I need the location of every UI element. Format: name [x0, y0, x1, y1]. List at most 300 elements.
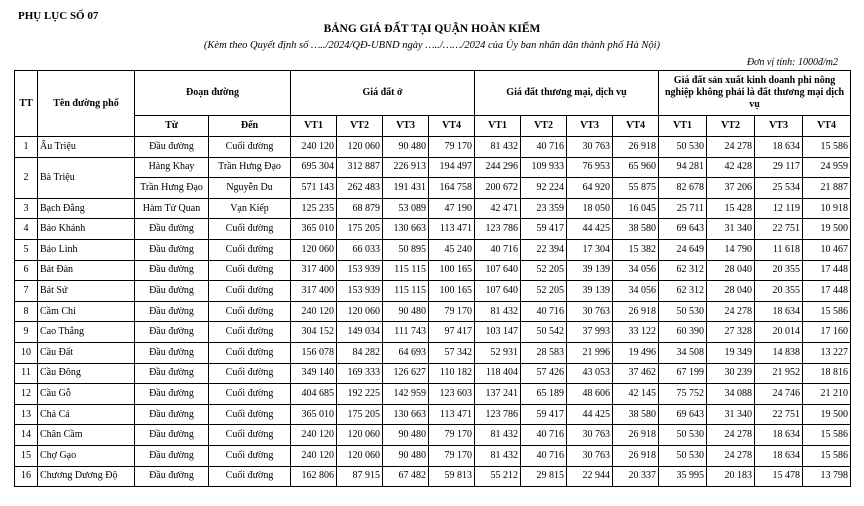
- price-cell: 30 763: [567, 301, 613, 322]
- price-cell: 20 014: [755, 322, 803, 343]
- segment-from: Đầu đường: [135, 384, 209, 405]
- price-cell: 24 278: [707, 301, 755, 322]
- segment-from: Đầu đường: [135, 322, 209, 343]
- price-cell: 22 751: [755, 219, 803, 240]
- segment-from: Trần Hưng Đạo: [135, 178, 209, 199]
- land-price-table: [14, 70, 851, 487]
- street-name: Chợ Gạo: [38, 445, 135, 466]
- row-number: 11: [15, 363, 38, 384]
- segment-from: Đầu đường: [135, 404, 209, 425]
- price-cell: 37 993: [567, 322, 613, 343]
- price-cell: 15 428: [707, 198, 755, 219]
- price-cell: 65 189: [521, 384, 567, 405]
- col-header-from: Từ: [135, 116, 209, 137]
- price-cell: 120 060: [337, 425, 383, 446]
- price-cell: 142 959: [383, 384, 429, 405]
- price-cell: 30 239: [707, 363, 755, 384]
- street-name: Chương Dương Độ: [38, 466, 135, 487]
- price-cell: 50 895: [383, 239, 429, 260]
- row-number: 9: [15, 322, 38, 343]
- row-number: 7: [15, 281, 38, 302]
- price-cell: 317 400: [291, 260, 337, 281]
- street-name: Cầu Đông: [38, 363, 135, 384]
- segment-from: Đầu đường: [135, 239, 209, 260]
- street-name: Bà Triệu: [38, 157, 135, 198]
- segment-to: Cuối đường: [209, 363, 291, 384]
- price-cell: 149 034: [337, 322, 383, 343]
- price-cell: 10 918: [803, 198, 851, 219]
- price-cell: 312 887: [337, 157, 383, 178]
- price-cell: 84 282: [337, 342, 383, 363]
- price-cell: 57 426: [521, 363, 567, 384]
- price-cell: 24 746: [755, 384, 803, 405]
- price-cell: 304 152: [291, 322, 337, 343]
- row-number: 1: [15, 137, 38, 158]
- price-cell: 40 716: [521, 301, 567, 322]
- price-cell: 123 786: [475, 404, 521, 425]
- price-cell: 28 583: [521, 342, 567, 363]
- price-cell: 19 500: [803, 219, 851, 240]
- row-number: 4: [15, 219, 38, 240]
- price-cell: 19 500: [803, 404, 851, 425]
- price-cell: 44 425: [567, 404, 613, 425]
- price-cell: 67 199: [659, 363, 707, 384]
- street-name: Bát Đàn: [38, 260, 135, 281]
- segment-to: Cuối đường: [209, 281, 291, 302]
- col-header-vt4: VT4: [429, 116, 475, 137]
- price-cell: 57 342: [429, 342, 475, 363]
- price-cell: 22 394: [521, 239, 567, 260]
- price-cell: 240 120: [291, 137, 337, 158]
- segment-from: Hàm Tử Quan: [135, 198, 209, 219]
- segment-to: Cuối đường: [209, 404, 291, 425]
- price-cell: 153 939: [337, 281, 383, 302]
- street-name: Bảo Linh: [38, 239, 135, 260]
- price-cell: 24 649: [659, 239, 707, 260]
- price-cell: 30 763: [567, 425, 613, 446]
- price-cell: 30 763: [567, 445, 613, 466]
- price-cell: 123 603: [429, 384, 475, 405]
- price-cell: 130 663: [383, 404, 429, 425]
- col-header-residential: Giá đất ở: [291, 71, 475, 116]
- price-cell: 15 586: [803, 301, 851, 322]
- price-cell: 11 618: [755, 239, 803, 260]
- price-cell: 130 663: [383, 219, 429, 240]
- price-cell: 44 425: [567, 219, 613, 240]
- price-cell: 200 672: [475, 178, 521, 199]
- row-number: 5: [15, 239, 38, 260]
- price-cell: 115 115: [383, 281, 429, 302]
- price-cell: 17 448: [803, 281, 851, 302]
- price-cell: 15 586: [803, 445, 851, 466]
- price-cell: 18 050: [567, 198, 613, 219]
- street-name: Cầu Gỗ: [38, 384, 135, 405]
- price-cell: 18 634: [755, 445, 803, 466]
- price-cell: 35 995: [659, 466, 707, 487]
- price-cell: 107 640: [475, 281, 521, 302]
- street-name: Chân Cầm: [38, 425, 135, 446]
- price-cell: 28 040: [707, 260, 755, 281]
- segment-to: Cuối đường: [209, 322, 291, 343]
- price-cell: 26 918: [613, 301, 659, 322]
- price-cell: 192 225: [337, 384, 383, 405]
- table-row: [15, 157, 851, 178]
- segment-from: Đầu đường: [135, 445, 209, 466]
- price-cell: 75 752: [659, 384, 707, 405]
- price-cell: 19 496: [613, 342, 659, 363]
- price-cell: 79 170: [429, 137, 475, 158]
- price-cell: 24 278: [707, 445, 755, 466]
- price-cell: 21 887: [803, 178, 851, 199]
- price-cell: 15 478: [755, 466, 803, 487]
- price-cell: 26 918: [613, 445, 659, 466]
- col-header-vt2: VT2: [521, 116, 567, 137]
- segment-from: Đầu đường: [135, 466, 209, 487]
- table-row: [15, 342, 851, 363]
- price-cell: 120 060: [337, 137, 383, 158]
- price-cell: 47 190: [429, 198, 475, 219]
- price-cell: 28 040: [707, 281, 755, 302]
- segment-from: Đầu đường: [135, 342, 209, 363]
- segment-to: Nguyễn Du: [209, 178, 291, 199]
- price-cell: 262 483: [337, 178, 383, 199]
- table-row: [15, 363, 851, 384]
- header-row-sub: [15, 116, 851, 137]
- street-name: Bảo Khánh: [38, 219, 135, 240]
- price-cell: 31 340: [707, 219, 755, 240]
- price-cell: 164 758: [429, 178, 475, 199]
- price-cell: 115 115: [383, 260, 429, 281]
- table-body: [15, 137, 851, 487]
- col-header-vt4: VT4: [613, 116, 659, 137]
- segment-from: Đầu đường: [135, 137, 209, 158]
- price-cell: 64 920: [567, 178, 613, 199]
- price-cell: 52 931: [475, 342, 521, 363]
- price-cell: 571 143: [291, 178, 337, 199]
- price-cell: 64 693: [383, 342, 429, 363]
- price-cell: 120 060: [337, 301, 383, 322]
- price-cell: 156 078: [291, 342, 337, 363]
- col-header-vt4: VT4: [803, 116, 851, 137]
- price-cell: 67 482: [383, 466, 429, 487]
- table-row: [15, 178, 851, 199]
- price-cell: 20 337: [613, 466, 659, 487]
- price-cell: 100 165: [429, 260, 475, 281]
- price-cell: 169 333: [337, 363, 383, 384]
- price-cell: 53 089: [383, 198, 429, 219]
- price-cell: 40 716: [521, 137, 567, 158]
- price-cell: 81 432: [475, 445, 521, 466]
- segment-to: Cuối đường: [209, 260, 291, 281]
- col-header-vt3: VT3: [383, 116, 429, 137]
- price-cell: 12 119: [755, 198, 803, 219]
- price-cell: 100 165: [429, 281, 475, 302]
- price-cell: 87 915: [337, 466, 383, 487]
- appendix-label: PHỤ LỤC SỐ 07: [18, 10, 99, 22]
- price-cell: 90 480: [383, 301, 429, 322]
- price-cell: 110 182: [429, 363, 475, 384]
- price-cell: 69 643: [659, 404, 707, 425]
- price-cell: 113 471: [429, 404, 475, 425]
- price-cell: 23 359: [521, 198, 567, 219]
- row-number: 2: [15, 157, 38, 198]
- price-cell: 18 634: [755, 137, 803, 158]
- price-cell: 118 404: [475, 363, 521, 384]
- price-cell: 162 806: [291, 466, 337, 487]
- price-cell: 240 120: [291, 301, 337, 322]
- street-name: Chả Cá: [38, 404, 135, 425]
- price-cell: 66 033: [337, 239, 383, 260]
- price-cell: 59 813: [429, 466, 475, 487]
- price-cell: 18 634: [755, 425, 803, 446]
- segment-from: Đầu đường: [135, 260, 209, 281]
- price-cell: 60 390: [659, 322, 707, 343]
- table-row: [15, 466, 851, 487]
- price-cell: 42 145: [613, 384, 659, 405]
- segment-to: Cuối đường: [209, 137, 291, 158]
- price-cell: 125 235: [291, 198, 337, 219]
- segment-to: Cuối đường: [209, 342, 291, 363]
- row-number: 3: [15, 198, 38, 219]
- segment-to: Vạn Kiếp: [209, 198, 291, 219]
- price-cell: 21 210: [803, 384, 851, 405]
- document-subtitle: (Kèm theo Quyết định số …../2024/QĐ-UBND ngày …../……/2024 của Ủy ban nhân dân thành phố Hà Nội): [203, 40, 661, 51]
- price-cell: 42 471: [475, 198, 521, 219]
- price-cell: 24 959: [803, 157, 851, 178]
- price-cell: 123 786: [475, 219, 521, 240]
- price-cell: 317 400: [291, 281, 337, 302]
- price-cell: 21 996: [567, 342, 613, 363]
- price-cell: 24 278: [707, 425, 755, 446]
- street-name: Cầm Chỉ: [38, 301, 135, 322]
- table-row: [15, 322, 851, 343]
- price-cell: 59 417: [521, 404, 567, 425]
- col-header-nonagri: Giá đất sản xuất kinh doanh phi nông nghiệp không phải là đất thương mại dịch vụ: [659, 71, 851, 116]
- price-cell: 52 205: [521, 260, 567, 281]
- price-cell: 113 471: [429, 219, 475, 240]
- price-cell: 76 953: [567, 157, 613, 178]
- price-cell: 153 939: [337, 260, 383, 281]
- price-cell: 22 751: [755, 404, 803, 425]
- col-header-vt2: VT2: [337, 116, 383, 137]
- segment-to: Cuối đường: [209, 239, 291, 260]
- price-cell: 120 060: [337, 445, 383, 466]
- price-cell: 17 304: [567, 239, 613, 260]
- price-cell: 137 241: [475, 384, 521, 405]
- segment-from: Đầu đường: [135, 425, 209, 446]
- price-cell: 19 349: [707, 342, 755, 363]
- price-cell: 37 462: [613, 363, 659, 384]
- price-cell: 27 328: [707, 322, 755, 343]
- segment-to: Cuối đường: [209, 466, 291, 487]
- segment-to: Cuối đường: [209, 384, 291, 405]
- price-cell: 38 580: [613, 404, 659, 425]
- price-cell: 50 530: [659, 137, 707, 158]
- row-number: 13: [15, 404, 38, 425]
- price-cell: 103 147: [475, 322, 521, 343]
- price-cell: 109 933: [521, 157, 567, 178]
- price-cell: 30 763: [567, 137, 613, 158]
- table-row: [15, 281, 851, 302]
- price-cell: 191 431: [383, 178, 429, 199]
- price-cell: 97 417: [429, 322, 475, 343]
- price-cell: 81 432: [475, 137, 521, 158]
- price-cell: 34 056: [613, 260, 659, 281]
- segment-from: Hàng Khay: [135, 157, 209, 178]
- price-cell: 94 281: [659, 157, 707, 178]
- price-cell: 79 170: [429, 301, 475, 322]
- price-cell: 24 278: [707, 137, 755, 158]
- price-cell: 14 838: [755, 342, 803, 363]
- price-cell: 365 010: [291, 219, 337, 240]
- price-cell: 244 296: [475, 157, 521, 178]
- price-cell: 33 122: [613, 322, 659, 343]
- price-cell: 34 056: [613, 281, 659, 302]
- price-cell: 79 170: [429, 445, 475, 466]
- price-cell: 21 952: [755, 363, 803, 384]
- price-cell: 240 120: [291, 445, 337, 466]
- price-cell: 65 960: [613, 157, 659, 178]
- col-header-to: Đến: [209, 116, 291, 137]
- price-cell: 107 640: [475, 260, 521, 281]
- segment-from: Đầu đường: [135, 301, 209, 322]
- segment-to: Cuối đường: [209, 445, 291, 466]
- price-cell: 50 530: [659, 301, 707, 322]
- price-cell: 50 530: [659, 425, 707, 446]
- price-cell: 29 815: [521, 466, 567, 487]
- price-cell: 15 586: [803, 425, 851, 446]
- price-cell: 92 224: [521, 178, 567, 199]
- price-cell: 175 205: [337, 404, 383, 425]
- price-cell: 16 045: [613, 198, 659, 219]
- price-cell: 34 088: [707, 384, 755, 405]
- price-cell: 365 010: [291, 404, 337, 425]
- unit-label: Đơn vị tính: 1000đ/m2: [746, 57, 838, 68]
- row-number: 8: [15, 301, 38, 322]
- price-cell: 40 716: [521, 445, 567, 466]
- table-row: [15, 445, 851, 466]
- price-cell: 62 312: [659, 260, 707, 281]
- price-cell: 90 480: [383, 137, 429, 158]
- price-cell: 62 312: [659, 281, 707, 302]
- price-cell: 37 206: [707, 178, 755, 199]
- segment-to: Cuối đường: [209, 425, 291, 446]
- segment-from: Đầu đường: [135, 363, 209, 384]
- street-name: Bạch Đằng: [38, 198, 135, 219]
- price-cell: 29 117: [755, 157, 803, 178]
- table-row: [15, 260, 851, 281]
- price-cell: 25 711: [659, 198, 707, 219]
- document-title: BẢNG GIÁ ĐẤT TẠI QUẬN HOÀN KIẾM: [323, 23, 541, 35]
- price-cell: 17 160: [803, 322, 851, 343]
- price-cell: 18 634: [755, 301, 803, 322]
- price-cell: 39 139: [567, 281, 613, 302]
- price-cell: 55 212: [475, 466, 521, 487]
- price-cell: 10 467: [803, 239, 851, 260]
- price-cell: 14 790: [707, 239, 755, 260]
- price-cell: 17 448: [803, 260, 851, 281]
- price-cell: 349 140: [291, 363, 337, 384]
- col-header-vt3: VT3: [567, 116, 613, 137]
- header-row-group: [15, 71, 851, 116]
- price-cell: 111 743: [383, 322, 429, 343]
- price-cell: 194 497: [429, 157, 475, 178]
- price-cell: 50 530: [659, 445, 707, 466]
- price-cell: 40 716: [475, 239, 521, 260]
- col-header-segment: Đoạn đường: [135, 71, 291, 116]
- col-header-commercial: Giá đất thương mại, dịch vụ: [475, 71, 659, 116]
- price-cell: 42 428: [707, 157, 755, 178]
- price-cell: 81 432: [475, 301, 521, 322]
- table-row: [15, 137, 851, 158]
- price-cell: 82 678: [659, 178, 707, 199]
- row-number: 14: [15, 425, 38, 446]
- price-cell: 48 606: [567, 384, 613, 405]
- price-cell: 404 685: [291, 384, 337, 405]
- col-header-street: Tên đường phố: [38, 71, 135, 137]
- row-number: 6: [15, 260, 38, 281]
- row-number: 12: [15, 384, 38, 405]
- price-cell: 26 918: [613, 425, 659, 446]
- price-cell: 25 534: [755, 178, 803, 199]
- price-cell: 31 340: [707, 404, 755, 425]
- price-cell: 90 480: [383, 425, 429, 446]
- price-cell: 175 205: [337, 219, 383, 240]
- price-cell: 34 508: [659, 342, 707, 363]
- table-row: [15, 384, 851, 405]
- table-row: [15, 239, 851, 260]
- segment-to: Cuối đường: [209, 219, 291, 240]
- table-row: [15, 301, 851, 322]
- row-number: 16: [15, 466, 38, 487]
- price-cell: 68 879: [337, 198, 383, 219]
- table-row: [15, 425, 851, 446]
- price-cell: 81 432: [475, 425, 521, 446]
- street-name: Cao Thắng: [38, 322, 135, 343]
- segment-to: Cuối đường: [209, 301, 291, 322]
- col-header-vt1: VT1: [659, 116, 707, 137]
- price-cell: 20 355: [755, 281, 803, 302]
- price-cell: 79 170: [429, 425, 475, 446]
- price-cell: 15 382: [613, 239, 659, 260]
- price-cell: 13 798: [803, 466, 851, 487]
- table-row: [15, 198, 851, 219]
- price-cell: 15 586: [803, 137, 851, 158]
- price-cell: 226 913: [383, 157, 429, 178]
- col-header-vt2: VT2: [707, 116, 755, 137]
- price-cell: 20 183: [707, 466, 755, 487]
- price-cell: 40 716: [521, 425, 567, 446]
- segment-from: Đầu đường: [135, 281, 209, 302]
- price-cell: 695 304: [291, 157, 337, 178]
- price-cell: 45 240: [429, 239, 475, 260]
- price-cell: 39 139: [567, 260, 613, 281]
- segment-from: Đầu đường: [135, 219, 209, 240]
- col-header-tt: TT: [15, 71, 38, 137]
- price-cell: 38 580: [613, 219, 659, 240]
- row-number: 15: [15, 445, 38, 466]
- price-cell: 50 542: [521, 322, 567, 343]
- price-cell: 13 227: [803, 342, 851, 363]
- price-cell: 26 918: [613, 137, 659, 158]
- street-name: Âu Triệu: [38, 137, 135, 158]
- table-row: [15, 404, 851, 425]
- price-cell: 20 355: [755, 260, 803, 281]
- row-number: 10: [15, 342, 38, 363]
- price-cell: 43 053: [567, 363, 613, 384]
- price-cell: 18 816: [803, 363, 851, 384]
- col-header-vt1: VT1: [475, 116, 521, 137]
